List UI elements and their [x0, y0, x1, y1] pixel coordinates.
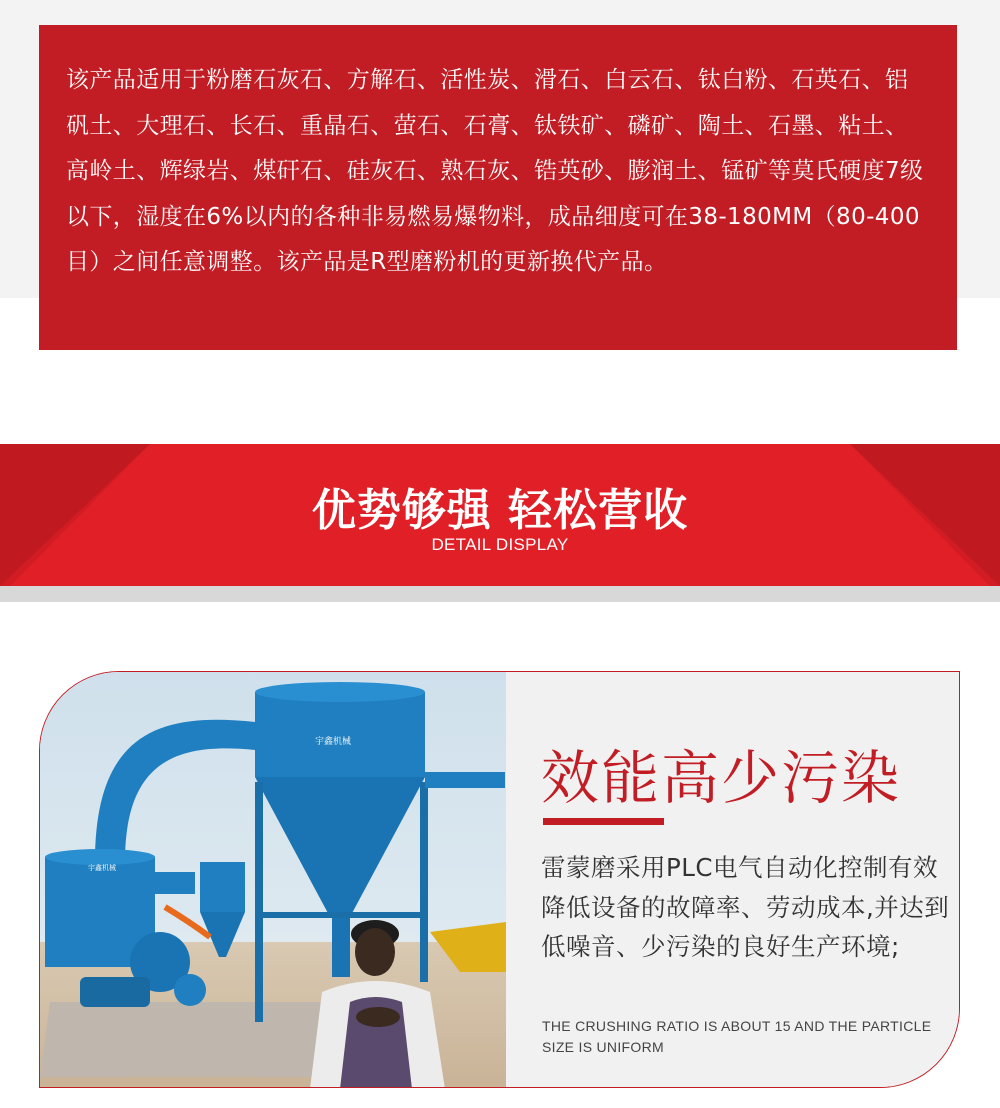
raymond-mill-illustration	[40, 672, 506, 1088]
feature-title: 效能高少污染	[541, 744, 902, 812]
photo-label-top: 宇鑫机械	[315, 737, 352, 747]
banner-bottom-strip	[0, 586, 1000, 602]
feature-text-panel	[506, 672, 960, 1088]
feature-card	[39, 671, 960, 1088]
intro-panel	[39, 25, 957, 350]
section-banner	[0, 444, 1000, 586]
feature-description-english: THE CRUSHING RATIO IS ABOUT 15 AND THE PARTICLE SIZE IS UNIFORM	[542, 1018, 932, 1055]
photo-label-mill: 宇鑫机械	[88, 864, 116, 872]
banner-subtitle: DETAIL DISPLAY	[431, 535, 569, 554]
title-underline	[543, 818, 664, 825]
feature-description: 雷蒙磨采用PLC电气自动化控制有效降低设备的故障率、劳动成本,并达到低噪音、少污染的良好生产环境;	[541, 853, 950, 961]
machine-photo	[40, 672, 506, 1088]
banner-title: 优势够强 轻松营收	[311, 485, 689, 536]
intro-text: 该产品适用于粉磨石灰石、方解石、活性炭、滑石、白云石、钛白粉、石英石、铝矾土、大理石、长石、重晶石、萤石、石膏、钛铁矿、磷矿、陶土、石墨、粘土、高岭土、辉绿岩、煤矸石、硅灰石、熟石灰、锆英砂、膨润土、锰矿等莫氏硬度7级以下，湿度在6%以内的各种非易燃易爆物料，成品细度可在38-180MM（80-400目）之间任意调整。该产品是R型磨粉机的更新换代产品。	[66, 67, 924, 275]
